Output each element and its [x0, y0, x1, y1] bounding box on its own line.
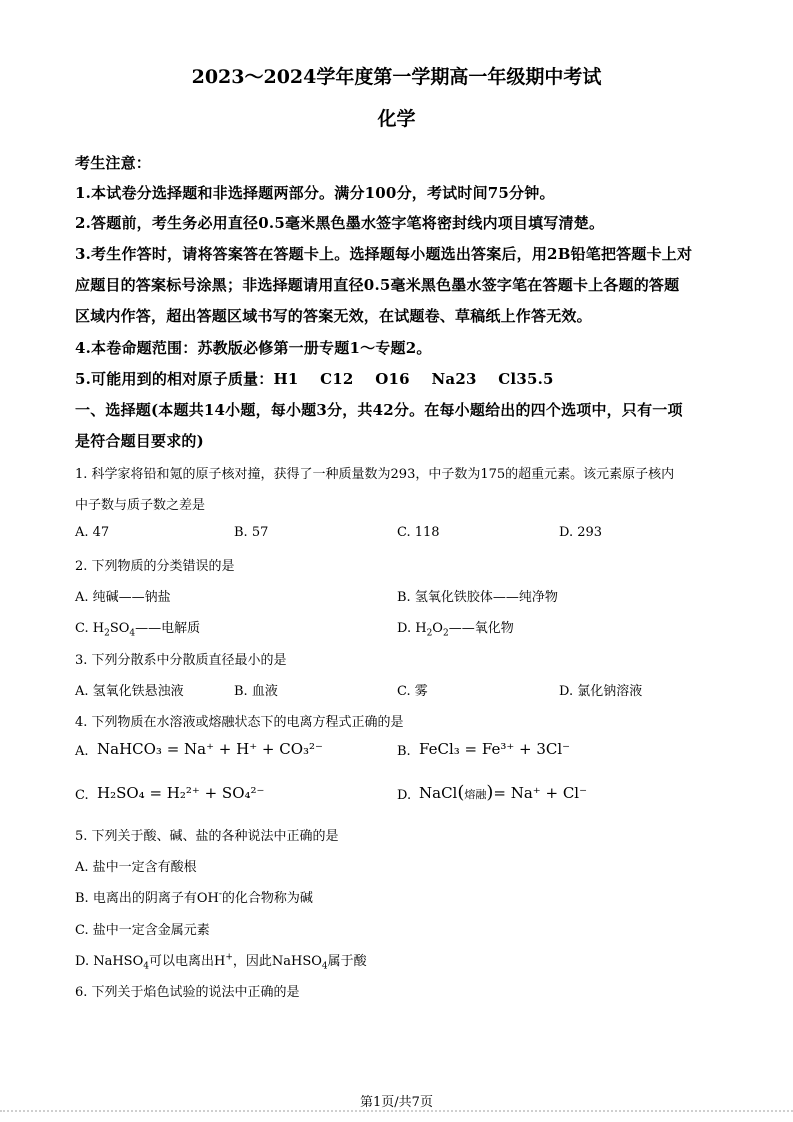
q4-option-b-formula: FeCl₃ = Fe³⁺ + 3Cl⁻: [419, 740, 571, 758]
q3-option-d: D. 氯化钠溶液: [559, 684, 643, 699]
notice-line: 区域内作答，超出答题区域书写的答案无效，在试题卷、草稿纸上作答无效。: [75, 307, 592, 325]
q2-option-a: A. 纯碱——钠盐: [75, 590, 171, 605]
q4-option-a-formula: NaHCO₃ = Na⁺ + H⁺ + CO₃²⁻: [97, 740, 323, 758]
q4-option-a-label: A.: [75, 744, 89, 759]
notice-line: 应题目的答案标号涂黑；非选择题请用直径0.5毫米黑色墨水签字笔在答题卡上各题的答题: [75, 276, 680, 294]
question-6-stem: 6. 下列关于焰色试验的说法中正确的是: [75, 985, 300, 1000]
q4-option-d-label: D.: [397, 788, 412, 803]
question-1-stem: 1. 科学家将铅和氪的原子核对撞，获得了一种质量数为293，中子数为175的超重元素。该元素原子核内: [75, 467, 675, 482]
q5-option-d: D. NaHSO$_4$可以电离出H+，因此NaHSO$_4$属于酸: [75, 952, 367, 972]
notice-line: 3.考生作答时，请将答案答在答题卡上。选择题每小题选出答案后，用2B铅笔把答题卡上对: [75, 245, 693, 263]
q1-option-a: A. 47: [75, 525, 110, 540]
q1-option-b: B. 57: [234, 525, 269, 540]
q5-option-c: C. 盐中一定含金属元素: [75, 923, 210, 938]
page-bottom-border: [0, 1110, 793, 1112]
q4-option-d-formula: NaCl(熔融)= Na⁺ + Cl⁻: [419, 782, 588, 803]
section-heading: 一、选择题(本题共14小题，每小题3分，共42分。在每小题给出的四个选项中，只有一项: [75, 401, 683, 419]
notice-heading: 考生注意：: [75, 154, 152, 172]
question-2-stem: 2. 下列物质的分类错误的是: [75, 559, 235, 574]
page-number: 第1页/共7页: [360, 1095, 433, 1110]
question-5-stem: 5. 下列关于酸、碱、盐的各种说法中正确的是: [75, 829, 339, 844]
subject-title: 化学: [377, 108, 416, 130]
notice-line: 2.答题前，考生务必用直径0.5毫米黑色墨水签字笔将密封线内项目填写清楚。: [75, 214, 605, 232]
q4-option-b-label: B.: [397, 744, 411, 759]
question-1-stem-cont: 中子数与质子数之差是: [75, 498, 206, 513]
q3-option-a: A. 氢氧化铁悬浊液: [75, 684, 184, 699]
q2-option-c: C. $H_2SO_4——$电解质: [75, 621, 201, 639]
q5-option-a: A. 盐中一定含有酸根: [75, 860, 197, 875]
exam-title: 2023～2024学年度第一学期高一年级期中考试: [191, 66, 602, 88]
q4-option-c-formula: H₂SO₄ = H₂²⁺ + SO₄²⁻: [97, 784, 265, 802]
q1-option-c: C. 118: [397, 525, 440, 540]
question-4-stem: 4. 下列物质在水溶液或熔融状态下的电离方程式正确的是: [75, 715, 404, 730]
q2-option-b: B. 氢氧化铁胶体——纯净物: [397, 590, 558, 605]
q3-option-b: B. 血液: [234, 684, 278, 699]
q5-option-b: B. 电离出的阴离子有OH-的化合物称为碱: [75, 889, 313, 906]
question-3-stem: 3. 下列分散系中分散质直径最小的是: [75, 653, 287, 668]
q3-option-c: C. 雾: [397, 684, 428, 699]
q4-option-c-label: C.: [75, 788, 89, 803]
section-heading-cont: 是符合题目要求的): [75, 432, 204, 450]
notice-line: 5.可能用到的相对原子质量：H1 C12 O16 Na23 Cl35.5: [75, 370, 554, 388]
notice-line: 4.本卷命题范围：苏教版必修第一册专题1～专题2。: [75, 339, 432, 357]
q1-option-d: D. 293: [559, 525, 603, 540]
q2-option-d: D. $H_2O_2——$氧化物: [397, 621, 514, 639]
notice-line: 1.本试卷分选择题和非选择题两部分。满分100分，考试时间75分钟。: [75, 184, 555, 202]
